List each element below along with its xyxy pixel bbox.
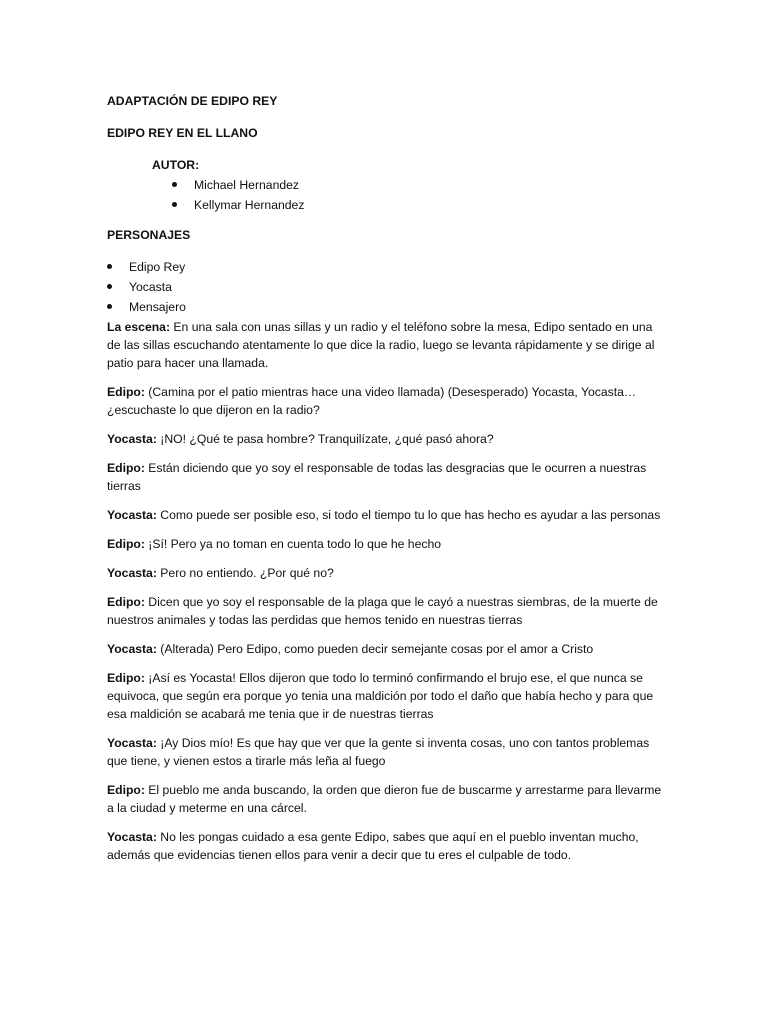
author-name: Michael Hernandez — [194, 178, 300, 192]
speaker-label: La escena: — [107, 320, 171, 334]
list-item — [107, 278, 667, 296]
speaker-label: Yocasta: — [107, 642, 157, 656]
dialogue-paragraph — [107, 828, 667, 864]
speaker-label: Edipo: — [107, 595, 145, 609]
author-section — [152, 156, 667, 214]
dialogue-paragraph — [107, 734, 667, 770]
speaker-label: Edipo: — [107, 671, 145, 685]
dialogue-text: Como puede ser posible eso, si todo el tiempo tu lo que has hecho es ayudar a las personas — [156, 508, 661, 522]
dialogue-text: ¡Ay Dios mío! Es que hay que ver que la gente si inventa cosas, uno con tantos problemas que tiene, y vienen estos a tirarle más leña al fuego — [107, 736, 650, 768]
dialogue-paragraph — [107, 781, 667, 817]
speaker-label: Edipo: — [107, 385, 145, 399]
speaker-label: Edipo: — [107, 783, 145, 797]
speaker-label: Yocasta: — [107, 566, 157, 580]
document-subtitle: EDIPO REY EN EL LLANO — [107, 126, 258, 140]
speaker-label: Yocasta: — [107, 830, 157, 844]
dialogue-paragraph — [107, 459, 667, 495]
speaker-label: Yocasta: — [107, 432, 157, 446]
list-item — [107, 298, 667, 316]
dialogue-paragraph — [107, 535, 667, 553]
dialogue-paragraph — [107, 593, 667, 629]
dialogue-text: ¡Así es Yocasta! Ellos dijeron que todo lo terminó confirmando el brujo ese, el que nunca se equivoca, que según era porque yo tenia una maldición por todo el daño que había hecho y para que esa maldición se acabará me tenia que ir de nuestras tierras — [107, 671, 654, 721]
dialogue-text: ¡Sí! Pero ya no toman en cuenta todo lo que he hecho — [144, 537, 442, 551]
dialogue-paragraph — [107, 564, 667, 582]
dialogue-text: Pero no entiendo. ¿Por qué no? — [156, 566, 334, 580]
character-name: Yocasta — [129, 280, 172, 294]
document-page — [107, 92, 667, 875]
author-list — [172, 176, 667, 214]
list-item — [107, 258, 667, 276]
bullet-icon — [107, 304, 112, 309]
dialogue-text: No les pongas cuidado a esa gente Edipo, sabes que aquí en el pueblo inventan mucho, además que evidencias tienen ellos para venir a decir que tu eres el culpable de todo. — [107, 830, 639, 862]
dialogue-paragraph — [107, 669, 667, 723]
bullet-icon — [172, 202, 177, 207]
characters-heading: PERSONAJES — [107, 228, 191, 242]
list-item — [172, 176, 667, 194]
author-name: Kellymar Hernandez — [194, 198, 305, 212]
dialogue-paragraph — [107, 506, 667, 524]
speaker-label: Edipo: — [107, 461, 145, 475]
bullet-icon — [107, 264, 112, 269]
speaker-label: Yocasta: — [107, 736, 157, 750]
author-label: AUTOR: — [152, 158, 200, 172]
dialogue-paragraph — [107, 640, 667, 658]
dialogue-paragraph — [107, 430, 667, 448]
speaker-label: Edipo: — [107, 537, 145, 551]
speaker-label: Yocasta: — [107, 508, 157, 522]
dialogue-text: (Camina por el patio mientras hace una video llamada) (Desesperado) Yocasta, Yocasta… ¿escuchaste lo que dijeron en la radio? — [107, 385, 637, 417]
dialogue-text: ¡NO! ¿Qué te pasa hombre? Tranquilízate, ¿qué pasó ahora? — [156, 432, 494, 446]
document-title: ADAPTACIÓN DE EDIPO REY — [107, 94, 278, 108]
dialogue-text: Están diciendo que yo soy el responsable de todas las desgracias que le ocurren a nuestras tierras — [107, 461, 647, 493]
character-name: Edipo Rey — [129, 260, 186, 274]
bullet-icon — [172, 182, 177, 187]
dialogue-text: El pueblo me anda buscando, la orden que dieron fue de buscarme y arrestarme para llevarme a la ciudad y meterme en una cárcel. — [107, 783, 662, 815]
dialogue-paragraph — [107, 383, 667, 419]
dialogue-paragraph — [107, 318, 667, 372]
bullet-icon — [107, 284, 112, 289]
dialogue-section — [107, 318, 667, 864]
dialogue-text: Dicen que yo soy el responsable de la plaga que le cayó a nuestras siembras, de la muerte de nuestros animales y todas las perdidas que hemos tenido en nuestras tierras — [107, 595, 658, 627]
list-item — [172, 196, 667, 214]
characters-list — [107, 258, 667, 316]
dialogue-text: (Alterada) Pero Edipo, como pueden decir semejante cosas por el amor a Cristo — [156, 642, 594, 656]
dialogue-text: En una sala con unas sillas y un radio y el teléfono sobre la mesa, Edipo sentado en una de las sillas escuchando atentamente lo que dice la radio, luego se levanta rápidamente y se dirige al patio para hacer una llamada. — [107, 320, 655, 370]
character-name: Mensajero — [129, 300, 186, 314]
